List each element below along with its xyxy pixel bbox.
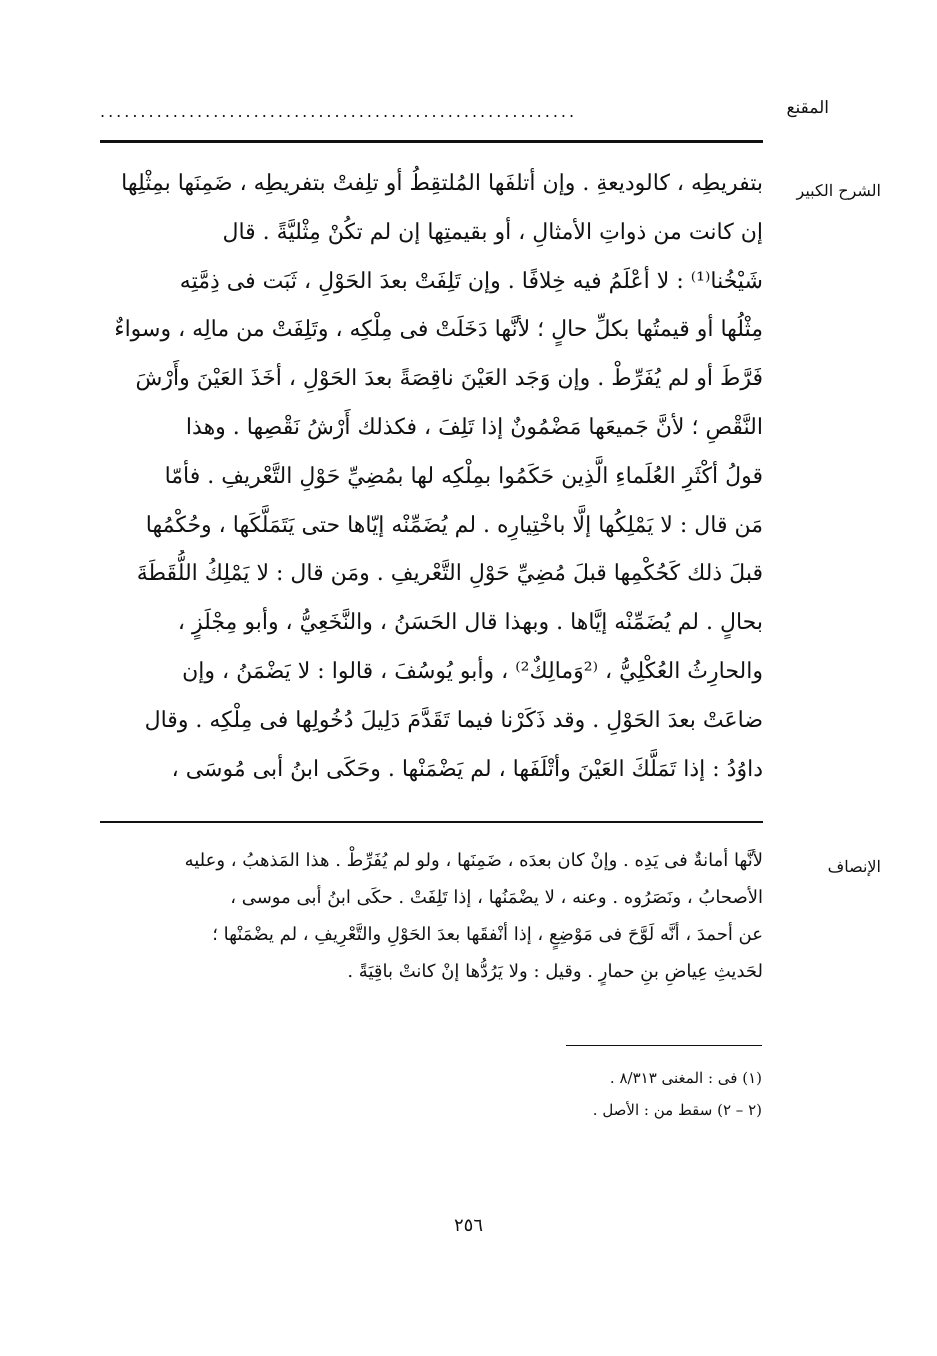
text-line: الأصحابُ ، ونَصَرُوه . وعنه ، لا يضْمَنُها ، إذا تَلِفَتْ . حكَى ابنُ أبى موسى ،: [230, 887, 763, 908]
text-line: والحارِثُ العُكْلِيُّ ، ⁽²وَمالِكٌ²⁾ ، وأبو يُوسُفَ ، قالوا : لا يَضْمَنُ ، وإن: [182, 658, 763, 684]
text-line: داوُدُ : إذا تَمَلَّكَ العَيْنَ وأتْلَفَها ، لم يَضْمَنْها . وحَكَى ابنُ أبى مُوسَى ،: [171, 756, 763, 782]
footnotes: [362, 1062, 762, 1126]
header-dot-leader: ...........................................................: [100, 102, 578, 121]
text-line: لحَديثِ عِياضِ بنِ حمارٍ . وقيل : ولا يَرُدُّها إنْ كانتْ باقِيَةً .: [347, 961, 763, 982]
text-line: بحالٍ . لم يُضَمِّنْه إيَّاها . وبهذا قال الحَسَنُ ، والنَّخَعِيُّ ، وأبو مِجْلَزٍ ،: [177, 610, 763, 636]
header-rule: [100, 140, 763, 143]
text-line: فَرَّطَ أو لم يُفَرِّطْ . وإن وَجَد العَيْنَ ناقِصَةً بعدَ الحَوْلِ ، أخَذَ العَيْنَ وأَرْشَ: [135, 366, 763, 392]
footnote: (١) فى : المغنى ٨/٣١٣ .: [609, 1069, 762, 1087]
text-line: لأنَّها أمانةٌ فى يَدِه . وإنْ كان بعدَه ، ضَمِنَها ، ولو لم يُفَرِّطْ . هذا المَذهبُ ، وعليه: [184, 850, 763, 871]
section-divider: [100, 821, 763, 823]
page-number: ٢٥٦: [453, 1215, 483, 1236]
sharh-commentary-text: [100, 160, 763, 794]
text-line: ضاعَتْ بعدَ الحَوْلِ . وقد ذَكَرْنا فيما تَقَدَّمَ دَلِيلَ دُخُولِها فى مِلْكِه . وقال: [144, 707, 763, 733]
text-line: النَّقْصِ ؛ لأنَّ جَميعَها مَضْمُونٌ إذا تَلِفَ ، فكذلك أَرْشُ نَقْصِها . وهذا: [185, 414, 763, 440]
text-line: إن كانت من ذواتِ الأمثالِ ، أو بقيمتِها إن لم تكُنْ مِثْليَّةً . قال: [222, 219, 763, 245]
text-line: مِثْلُها أو قيمتُها بكلِّ حالٍ ؛ لأنَّها دَخَلَتْ فى مِلْكِه ، وتَلِفَتْ من مالِه ، وسواءٌ: [114, 317, 763, 343]
label-insaf: الإنصاف: [827, 857, 881, 876]
footnote: (٢ – ٢) سقط من : الأصل .: [592, 1101, 762, 1119]
text-line: شَيْخُنا⁽¹⁾ : لا أعْلَمُ فيه خِلافًا . وإن تَلِفَتْ بعدَ الحَوْلِ ، ثَبَت فى ذِمَّتِه: [179, 268, 763, 294]
footnote-rule: [566, 1045, 762, 1046]
text-line: بتفريطِه ، كالوديعةِ . وإن أتلفَها المُلتقِطُ أو تلِفتْ بتفريطِه ، ضَمِنَها بمِثْلِها: [121, 171, 763, 196]
text-line: عن أحمدَ ، أنَّه لَوَّحَ فى مَوْضِعٍ ، إذا أنْفقَها بعدَ الحَوْلِ والتَّعْرِيفِ ، لم يضْمَنْها ؛: [212, 924, 763, 945]
running-header-title: المقنع: [786, 98, 829, 118]
text-line: قبلَ ذلك كَحُكْمِها قبلَ مُضِيِّ حَوْلِ التَّعْريفِ . ومَن قال : لا يَمْلِكُ اللُّقَطَةَ: [136, 561, 763, 587]
label-sharh-kabir: الشرح الكبير: [796, 181, 881, 200]
insaf-text: [100, 842, 763, 990]
text-line: مَن قال : لا يَمْلِكُها إلَّا باخْتِيارِه . لم يُضَمِّنْه إيّاها حتى يَتَمَلَّكَها ، وحُكْمُها: [145, 512, 763, 538]
text-line: قولُ أكْثَرِ العُلَماءِ الَّذِين حَكَمُوا بمِلْكِه لها بمُضِيِّ حَوْلِ التَّعْريفِ . فأمّا: [164, 463, 763, 489]
